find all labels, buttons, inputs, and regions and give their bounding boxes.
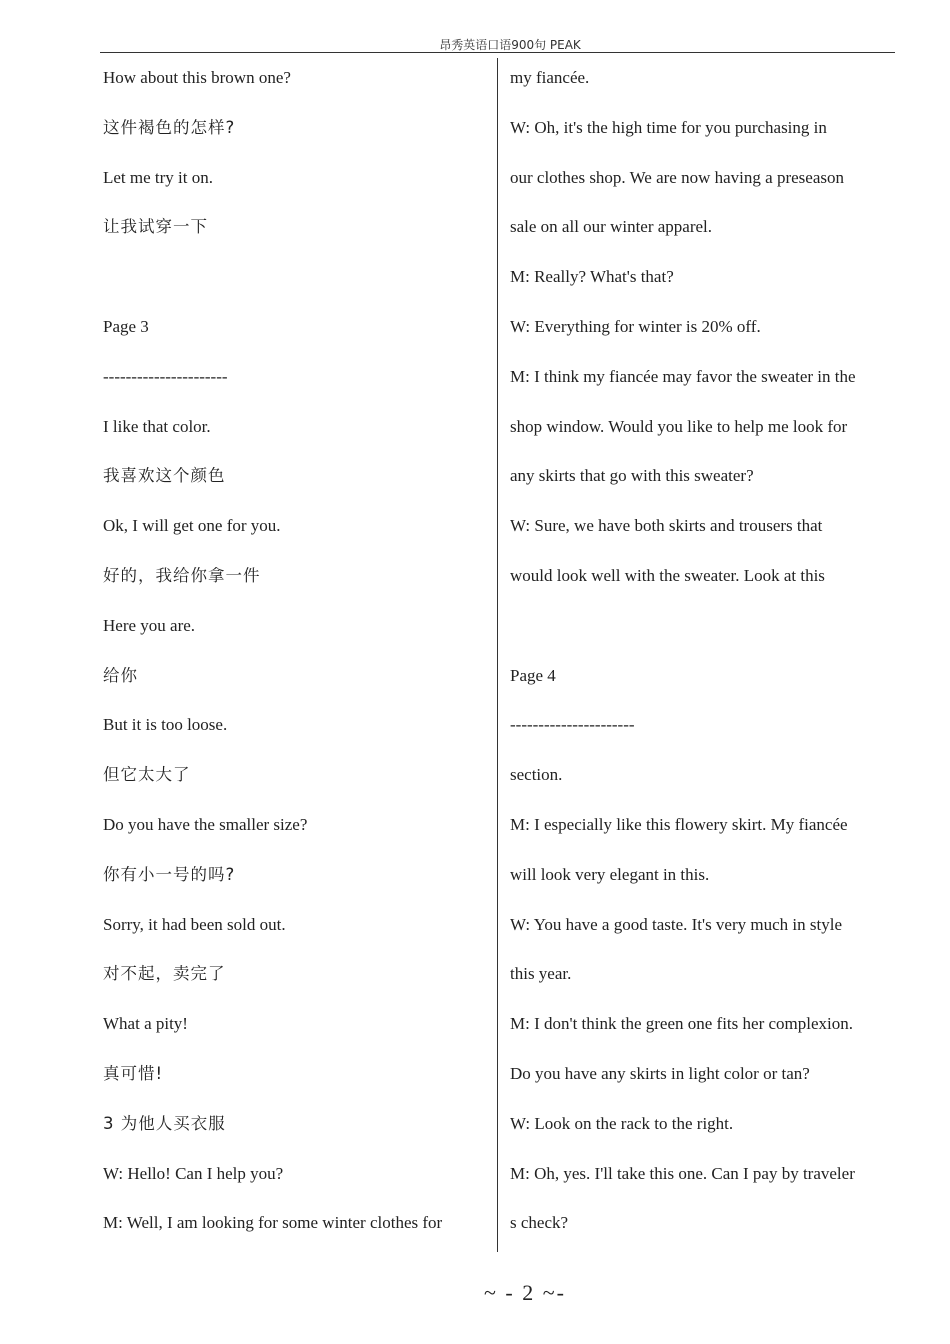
text-line: my fiancée. xyxy=(510,68,590,87)
text-line: Do you have the smaller size? xyxy=(103,814,308,834)
text-line: shop window. Would you like to help me look for xyxy=(510,416,848,436)
text-line: 好的，我给你拿一件 xyxy=(103,565,261,585)
text-line: section. xyxy=(510,765,563,785)
text-line: 但它太大了 xyxy=(103,765,191,785)
text-line: M: Well, I am looking for some winter clothes for xyxy=(103,1213,443,1233)
text-line: Here you are. xyxy=(103,615,196,635)
text-line: any skirts that go with this sweater? xyxy=(510,466,754,486)
text-line xyxy=(103,252,495,302)
text-line: 给你 xyxy=(103,665,138,685)
text-line: But it is too loose. xyxy=(103,715,228,735)
text-line: Ok, I will get one for you. xyxy=(103,516,281,536)
text-line: M: I don't think the green one fits her complexion. xyxy=(510,1014,853,1034)
text-line: W: Oh, it's the high time for you purchasing in xyxy=(510,117,827,137)
text-line: 对不起，卖完了 xyxy=(103,964,226,984)
text-line: How about this brown one? xyxy=(103,68,291,87)
text-line: M: Really? What's that? xyxy=(510,267,674,287)
text-line: s check? xyxy=(510,1213,569,1233)
text-line: 你有小一号的吗? xyxy=(103,864,236,884)
text-line: W: Everything for winter is 20% off. xyxy=(510,316,761,336)
text-line: Sorry, it had been sold out. xyxy=(103,914,286,934)
text-line: 真可惜! xyxy=(103,1063,164,1083)
left-column xyxy=(103,53,495,1248)
text-line: M: Oh, yes. I'll take this one. Can I pay by traveler xyxy=(510,1163,855,1183)
text-line: Do you have any skirts in light color or tan? xyxy=(510,1063,810,1083)
text-line: ---------------------- xyxy=(103,366,228,386)
text-line: M: I think my fiancée may favor the sweater in the xyxy=(510,366,856,386)
text-line: 让我试穿一下 xyxy=(103,217,208,237)
page-number: ~ - 2 ~- xyxy=(484,1280,566,1305)
text-line xyxy=(510,601,910,651)
text-line: sale on all our winter apparel. xyxy=(510,217,713,237)
text-line: W: You have a good taste. It's very much in style xyxy=(510,914,842,934)
text-line: Let me try it on. xyxy=(103,167,214,187)
text-line: W: Look on the rack to the right. xyxy=(510,1113,734,1133)
text-line: will look very elegant in this. xyxy=(510,864,710,884)
text-line: W: Sure, we have both skirts and trousers that xyxy=(510,516,823,536)
text-line: ---------------------- xyxy=(510,715,635,735)
column-divider xyxy=(497,58,498,1252)
text-line: M: I especially like this flowery skirt. My fiancée xyxy=(510,814,848,834)
text-line: 我喜欢这个颜色 xyxy=(103,466,226,486)
page-header: 昂秀英语口语900句 PEAK xyxy=(439,38,581,52)
text-line: Page 4 xyxy=(510,665,556,685)
text-line: 这件褐色的怎样? xyxy=(103,117,236,137)
text-line: this year. xyxy=(510,964,572,984)
text-line: What a pity! xyxy=(103,1014,188,1034)
text-line: I like that color. xyxy=(103,416,211,436)
text-line: would look well with the sweater. Look at this xyxy=(510,565,825,585)
text-line: Page 3 xyxy=(103,316,149,336)
text-line: W: Hello! Can I help you? xyxy=(103,1163,284,1183)
text-line: our clothes shop. We are now having a preseason xyxy=(510,167,844,187)
right-column xyxy=(510,53,910,1248)
text-line: 3 为他人买衣服 xyxy=(103,1113,226,1133)
